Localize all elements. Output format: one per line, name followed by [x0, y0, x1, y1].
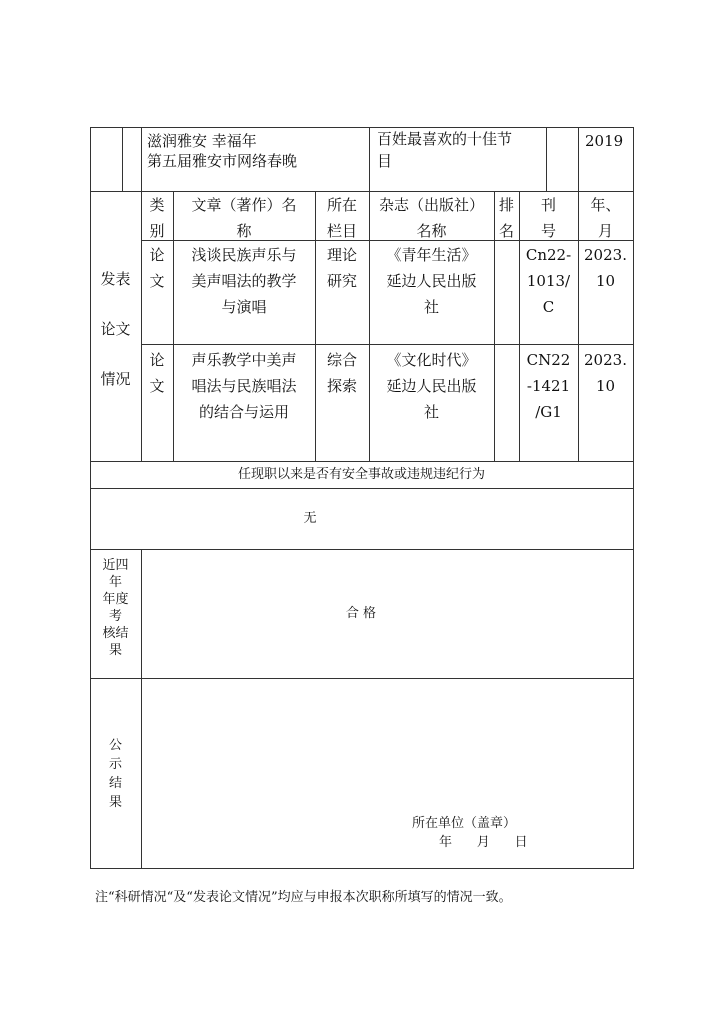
paper-2-issue: CN22 -1421 /G1: [526, 351, 571, 421]
paper-2-column: 综合 探索: [326, 351, 357, 395]
assessment-label: 近四 年 年度 考 核结 果: [102, 558, 129, 658]
assessment-result: 合 格: [345, 606, 377, 621]
papers-label-3: 情况: [100, 370, 131, 388]
footnote: 注“科研情况“及“发表论文情况”均应与申报本次职称所填写的情况一致。: [95, 890, 512, 905]
header-column: 所在 栏目: [326, 196, 357, 240]
header-rank: 排 名: [498, 196, 514, 240]
paper-2-category: 论 文: [149, 351, 165, 395]
seal-date-line: 年 月 日: [439, 835, 528, 850]
paper-1-column: 理论 研究: [326, 246, 357, 290]
safety-question: 任现职以来是否有安全事故或违规违纪行为: [237, 467, 485, 482]
safety-answer: 无: [303, 511, 317, 526]
paper-2-title: 声乐教学中美声 唱法与民族唱法 的结合与运用: [191, 351, 297, 421]
header-category: 类 别: [149, 196, 165, 240]
unit-seal-label: 所在单位（盖章）: [412, 816, 517, 831]
paper-1-date: 2023. 10: [584, 246, 627, 290]
paper-1-issue: Cn22- 1013/ C: [525, 246, 572, 316]
header-date: 年、 月: [590, 196, 621, 240]
header-title: 文章（著作）名 称: [191, 196, 297, 240]
award-title: 百姓最喜欢的十佳节 目: [377, 130, 513, 170]
header-journal: 杂志（出版社） 名称: [378, 196, 484, 240]
paper-1-journal: 《青年生活》 延边人民出版 社: [386, 246, 477, 316]
paper-2-date: 2023. 10: [584, 351, 627, 395]
publicity-label: 公 示 结 果: [108, 738, 122, 810]
award-year: 2019: [585, 132, 624, 150]
paper-2-journal: 《文化时代》 延边人民出版 社: [386, 351, 477, 421]
header-issue: 刊 号: [540, 196, 556, 240]
paper-1-title: 浅谈民族声乐与 美声唱法的教学 与演唱: [191, 246, 297, 316]
project-line-2: 第五届雅安市网络春晚: [147, 152, 298, 170]
papers-label-2: 论文: [100, 320, 131, 338]
project-line-1: 滋润雅安 幸福年: [147, 132, 257, 150]
papers-label-1: 发表: [100, 270, 131, 288]
paper-1-category: 论 文: [149, 246, 165, 290]
